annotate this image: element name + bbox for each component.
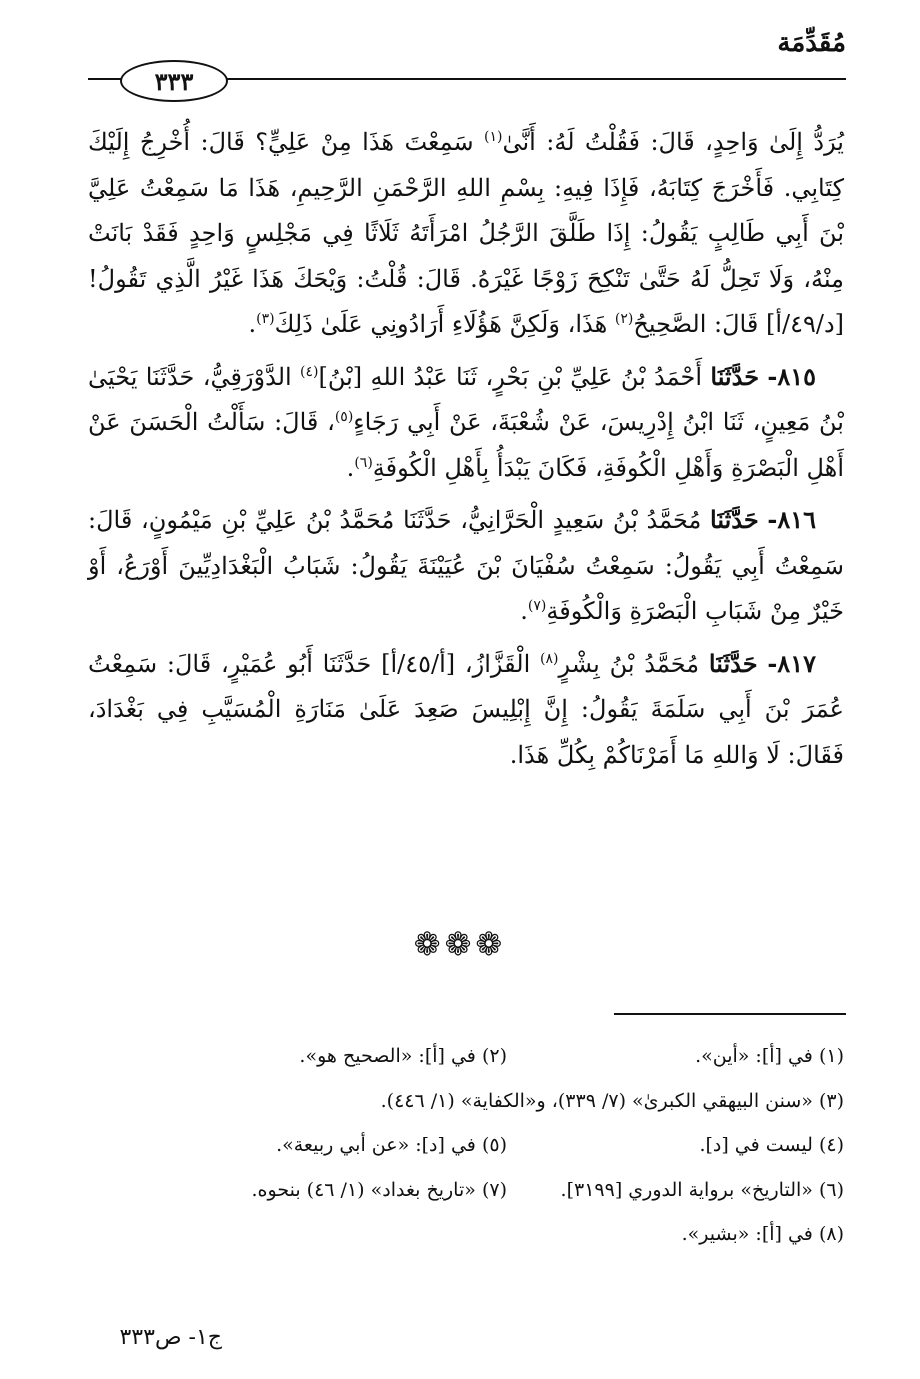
footnote-text: ليست في [د].	[699, 1134, 813, 1156]
footnotes	[170, 1034, 844, 1257]
section-ornament: ❁❁❁	[413, 925, 507, 963]
text-segment: ، قَالَ: سَأَلْتُ الْحَسَنَ عَنْ أَهْلِ الْبَصْرَةِ وَأَهْلِ الْكُوفَةِ، فَكَانَ يَبْدَأُ بِأَهْلِ الْكُوفَةِ	[88, 408, 844, 482]
footnote-ref[interactable]: (٧)	[527, 598, 547, 614]
hadith-lead: حَدَّثَنَا	[710, 361, 760, 391]
hadith-815: ٨١٥- حَدَّثَنَا أَحْمَدُ بْنُ عَلِيِّ بْنِ بَحْرٍ، ثَنَا عَبْدُ اللهِ [بْنُ]$^{(٤)}$ الدَّوْرَقِيُّ، حَدَّثَنَا يَحْيَىٰ بْنُ مَعِينٍ، ثَنَا ابْنُ إِدْرِيسَ، عَنْ شُعْبَةَ، عَنْ أَبِي رَجَاءٍ$^{(٥)}$، قَالَ: سَأَلْتُ الْحَسَنَ عَنْ أَهْلِ الْبَصْرَةِ وَأَهْلِ الْكُوفَةِ، فَكَانَ يَبْدَأُ بِأَهْلِ الْكُوفَةِ$^{(٦)}$.	[88, 361, 844, 482]
footnote-2	[170, 1034, 507, 1079]
footnote-text: في [د]: «عن أبي ربيعة».	[276, 1134, 476, 1156]
footnote-ref[interactable]: (٣)	[256, 311, 275, 327]
text-segment: هَذَا، وَلَكِنَّ هَؤُلَاءِ أَرَادُونِي عَلَىٰ ذَلِكَ	[274, 310, 608, 338]
footnote-ref[interactable]: (٤)	[300, 363, 319, 380]
hadith-817	[88, 641, 844, 779]
footnote-text: في [أ]: «أين».	[695, 1045, 813, 1067]
hadith-lead: حَدَّثَنَا	[710, 505, 759, 534]
paragraph-continuation: يُرَدُّ إِلَىٰ وَاحِدٍ، قَالَ: فَقُلْتُ لَهُ: أَنَّىٰ$^{(١)}$ سَمِعْتَ هَذَا مِنْ عَلِيٍّ؟ قَالَ: أُخْرِجُ إِلَيْكَ كِتَابِي. فَأَخْرَجَ كِتَابَهُ، فَإِذَا فِيهِ: بِسْمِ اللهِ الرَّحْمَنِ الرَّحِيمِ، هَذَا مَا سَمِعْتُ عَلِيَّ بْنَ أَبِي طَالِبٍ يَقُولُ: إِذَا طَلَّقَ الرَّجُلُ امْرَأَتَهُ ثَلَاثًا فِي مَجْلِسٍ وَاحِدٍ فَقَدْ بَانَتْ مِنْهُ، وَلَا تَحِلُّ لَهُ حَتَّىٰ تَنْكِحَ زَوْجًا غَيْرَهُ. قَالَ: قُلْتُ: وَيْحَكَ هَذَا غَيْرُ الَّذِي تَقُولُ! [د/٤٩/أ] قَالَ: الصَّحِيحُ$^{(٢)}$ هَذَا، وَلَكِنَّ هَؤُلَاءِ أَرَادُونِي عَلَىٰ ذَلِكَ$^{(٣)}$.	[88, 128, 845, 338]
footnote-number: (٤)	[818, 1134, 844, 1156]
footnote-text: في [أ]: «بشير».	[681, 1223, 813, 1245]
footnote-7	[170, 1168, 507, 1213]
footnote-number: (٧)	[481, 1178, 507, 1201]
page-reference: ج١- ص٣٣٣	[119, 1325, 222, 1350]
hadith-number: ٨١٧-	[767, 648, 816, 678]
footnote-5	[170, 1123, 507, 1168]
footnote-text: «تاريخ بغداد» (١/ ٤٦) بنحوه.	[251, 1178, 476, 1201]
footnote-number: (١)	[818, 1045, 844, 1067]
text-segment: مُحَمَّدُ بْنُ سَعِيدٍ الْحَرَّانِيُّ، حَدَّثَنَا مُحَمَّدُ بْنُ عَلِيِّ بْنِ مَيْمُونٍ، قَالَ: سَمِعْتُ أَبِي يَقُولُ: سَمِعْتُ سُفْيَانَ بْنَ عُيَيْنَةَ يَقُولُ: شَبَابُ الْبَغْدَادِيِّينَ أَوْرَعُ، أَوْ خَيْرٌ مِنْ شَبَابِ الْبَصْرَةِ وَالْكُوفَةِ	[88, 506, 844, 625]
footnote-number: (٦)	[818, 1178, 844, 1201]
footnote-4	[507, 1123, 844, 1168]
footnote-ref[interactable]: (٢)	[614, 311, 634, 327]
text-segment: سَمِعْتَ هَذَا مِنْ عَلِيٍّ؟ قَالَ: أُخْرِجُ إِلَيْكَ كِتَابِي. فَأَخْرَجَ كِتَابَهُ، فَإِذَا فِيهِ: بِسْمِ اللهِ الرَّحْمَنِ الرَّحِيمِ، هَذَا مَا سَمِعْتُ عَلِيَّ بْنَ أَبِي طَالِبٍ يَقُولُ: إِذَا طَلَّقَ الرَّجُلُ امْرَأَتَهُ ثَلَاثًا فِي مَجْلِسٍ وَاحِدٍ فَقَدْ بَانَتْ مِنْهُ، وَلَا تَحِلُّ لَهُ حَتَّىٰ تَنْكِحَ زَوْجًا غَيْرَهُ. قَالَ: قُلْتُ: وَيْحَكَ هَذَا غَيْرُ الَّذِي تَقُولُ! [د/٤٩/أ] قَالَ: الصَّحِيحُ	[88, 128, 845, 338]
footnote-number: (٣)	[818, 1089, 844, 1112]
text-segment: يُرَدُّ إِلَىٰ وَاحِدٍ، قَالَ: فَقُلْتُ لَهُ: أَنَّىٰ	[502, 128, 844, 156]
hadith-number: ٨١٦-	[767, 505, 816, 534]
footnote-text: «التاريخ» برواية الدوري [٣١٩٩].	[560, 1178, 813, 1201]
footnote-number: (٥)	[481, 1134, 507, 1156]
footnote-6	[507, 1168, 844, 1213]
footnote-ref[interactable]: (١)	[484, 129, 503, 145]
footnote-row	[170, 1123, 844, 1168]
text-segment: مُحَمَّدُ بْنُ بِشْرٍ	[558, 649, 700, 678]
footnote-number: (٨)	[818, 1223, 844, 1245]
hadith-816: ٨١٦- حَدَّثَنَا مُحَمَّدُ بْنُ سَعِيدٍ الْحَرَّانِيُّ، حَدَّثَنَا مُحَمَّدُ بْنُ عَلِيِّ بْنِ مَيْمُونٍ، قَالَ: سَمِعْتُ أَبِي يَقُولُ: سَمِعْتُ سُفْيَانَ بْنَ عُيَيْنَةَ يَقُولُ: شَبَابُ الْبَغْدَادِيِّينَ أَوْرَعُ، أَوْ خَيْرٌ مِنْ شَبَابِ الْبَصْرَةِ وَالْكُوفَةِ$^{(٧)}$.	[88, 505, 844, 625]
text-segment: أَحْمَدُ بْنُ عَلِيِّ بْنِ بَحْرٍ، ثَنَا عَبْدُ اللهِ [بْنُ]	[318, 362, 703, 391]
footnote-divider	[614, 1013, 846, 1015]
footnote-3	[170, 1079, 844, 1124]
footnote-1	[507, 1034, 844, 1079]
chapter-title: مُقَدِّمَة	[777, 28, 846, 58]
text-segment: الدَّوْرَقِيُّ، حَدَّثَنَا يَحْيَىٰ بْنُ مَعِينٍ، ثَنَا ابْنُ إِدْرِيسَ، عَنْ شُعْبَةَ، عَنْ أَبِي رَجَاءٍ	[88, 362, 844, 436]
footnote-row	[170, 1168, 844, 1213]
footnote-8	[170, 1212, 844, 1257]
footnote-text: في [أ]: «الصحيح هو».	[299, 1045, 476, 1067]
footnote-ref[interactable]: (٦)	[354, 454, 373, 471]
footnote-ref[interactable]: (٨)	[540, 650, 559, 667]
footnote-number: (٢)	[481, 1045, 507, 1067]
hadith-number: ٨١٥-	[767, 361, 816, 391]
main-text	[88, 120, 844, 778]
page-number-badge: ٣٣٣	[120, 60, 228, 102]
footnote-ref[interactable]: (٥)	[334, 409, 354, 425]
footnote-text: «سنن البيهقي الكبرىٰ» (٧/ ٣٣٩)، و«الكفاية» (١/ ٤٤٦).	[380, 1089, 813, 1112]
footnote-row	[170, 1034, 844, 1079]
text-segment: الْقَزَّازُ، [أ/٤٥/أ] حَدَّثَنَا أَبُو عُمَيْرٍ، قَالَ: سَمِعْتُ عُمَرَ بْنَ أَبِي سَلَمَةَ يَقُولُ: إِنَّ إِبْلِيسَ صَعِدَ عَلَىٰ مَنَارَةِ الْمُسَيَّبِ فِي بَغْدَادَ، فَقَالَ: لَا وَاللهِ مَا أَمَرْنَاكُمْ بِكُلِّ هَذَا.	[88, 649, 844, 769]
hadith-lead: حَدَّثَنَا	[708, 648, 758, 678]
